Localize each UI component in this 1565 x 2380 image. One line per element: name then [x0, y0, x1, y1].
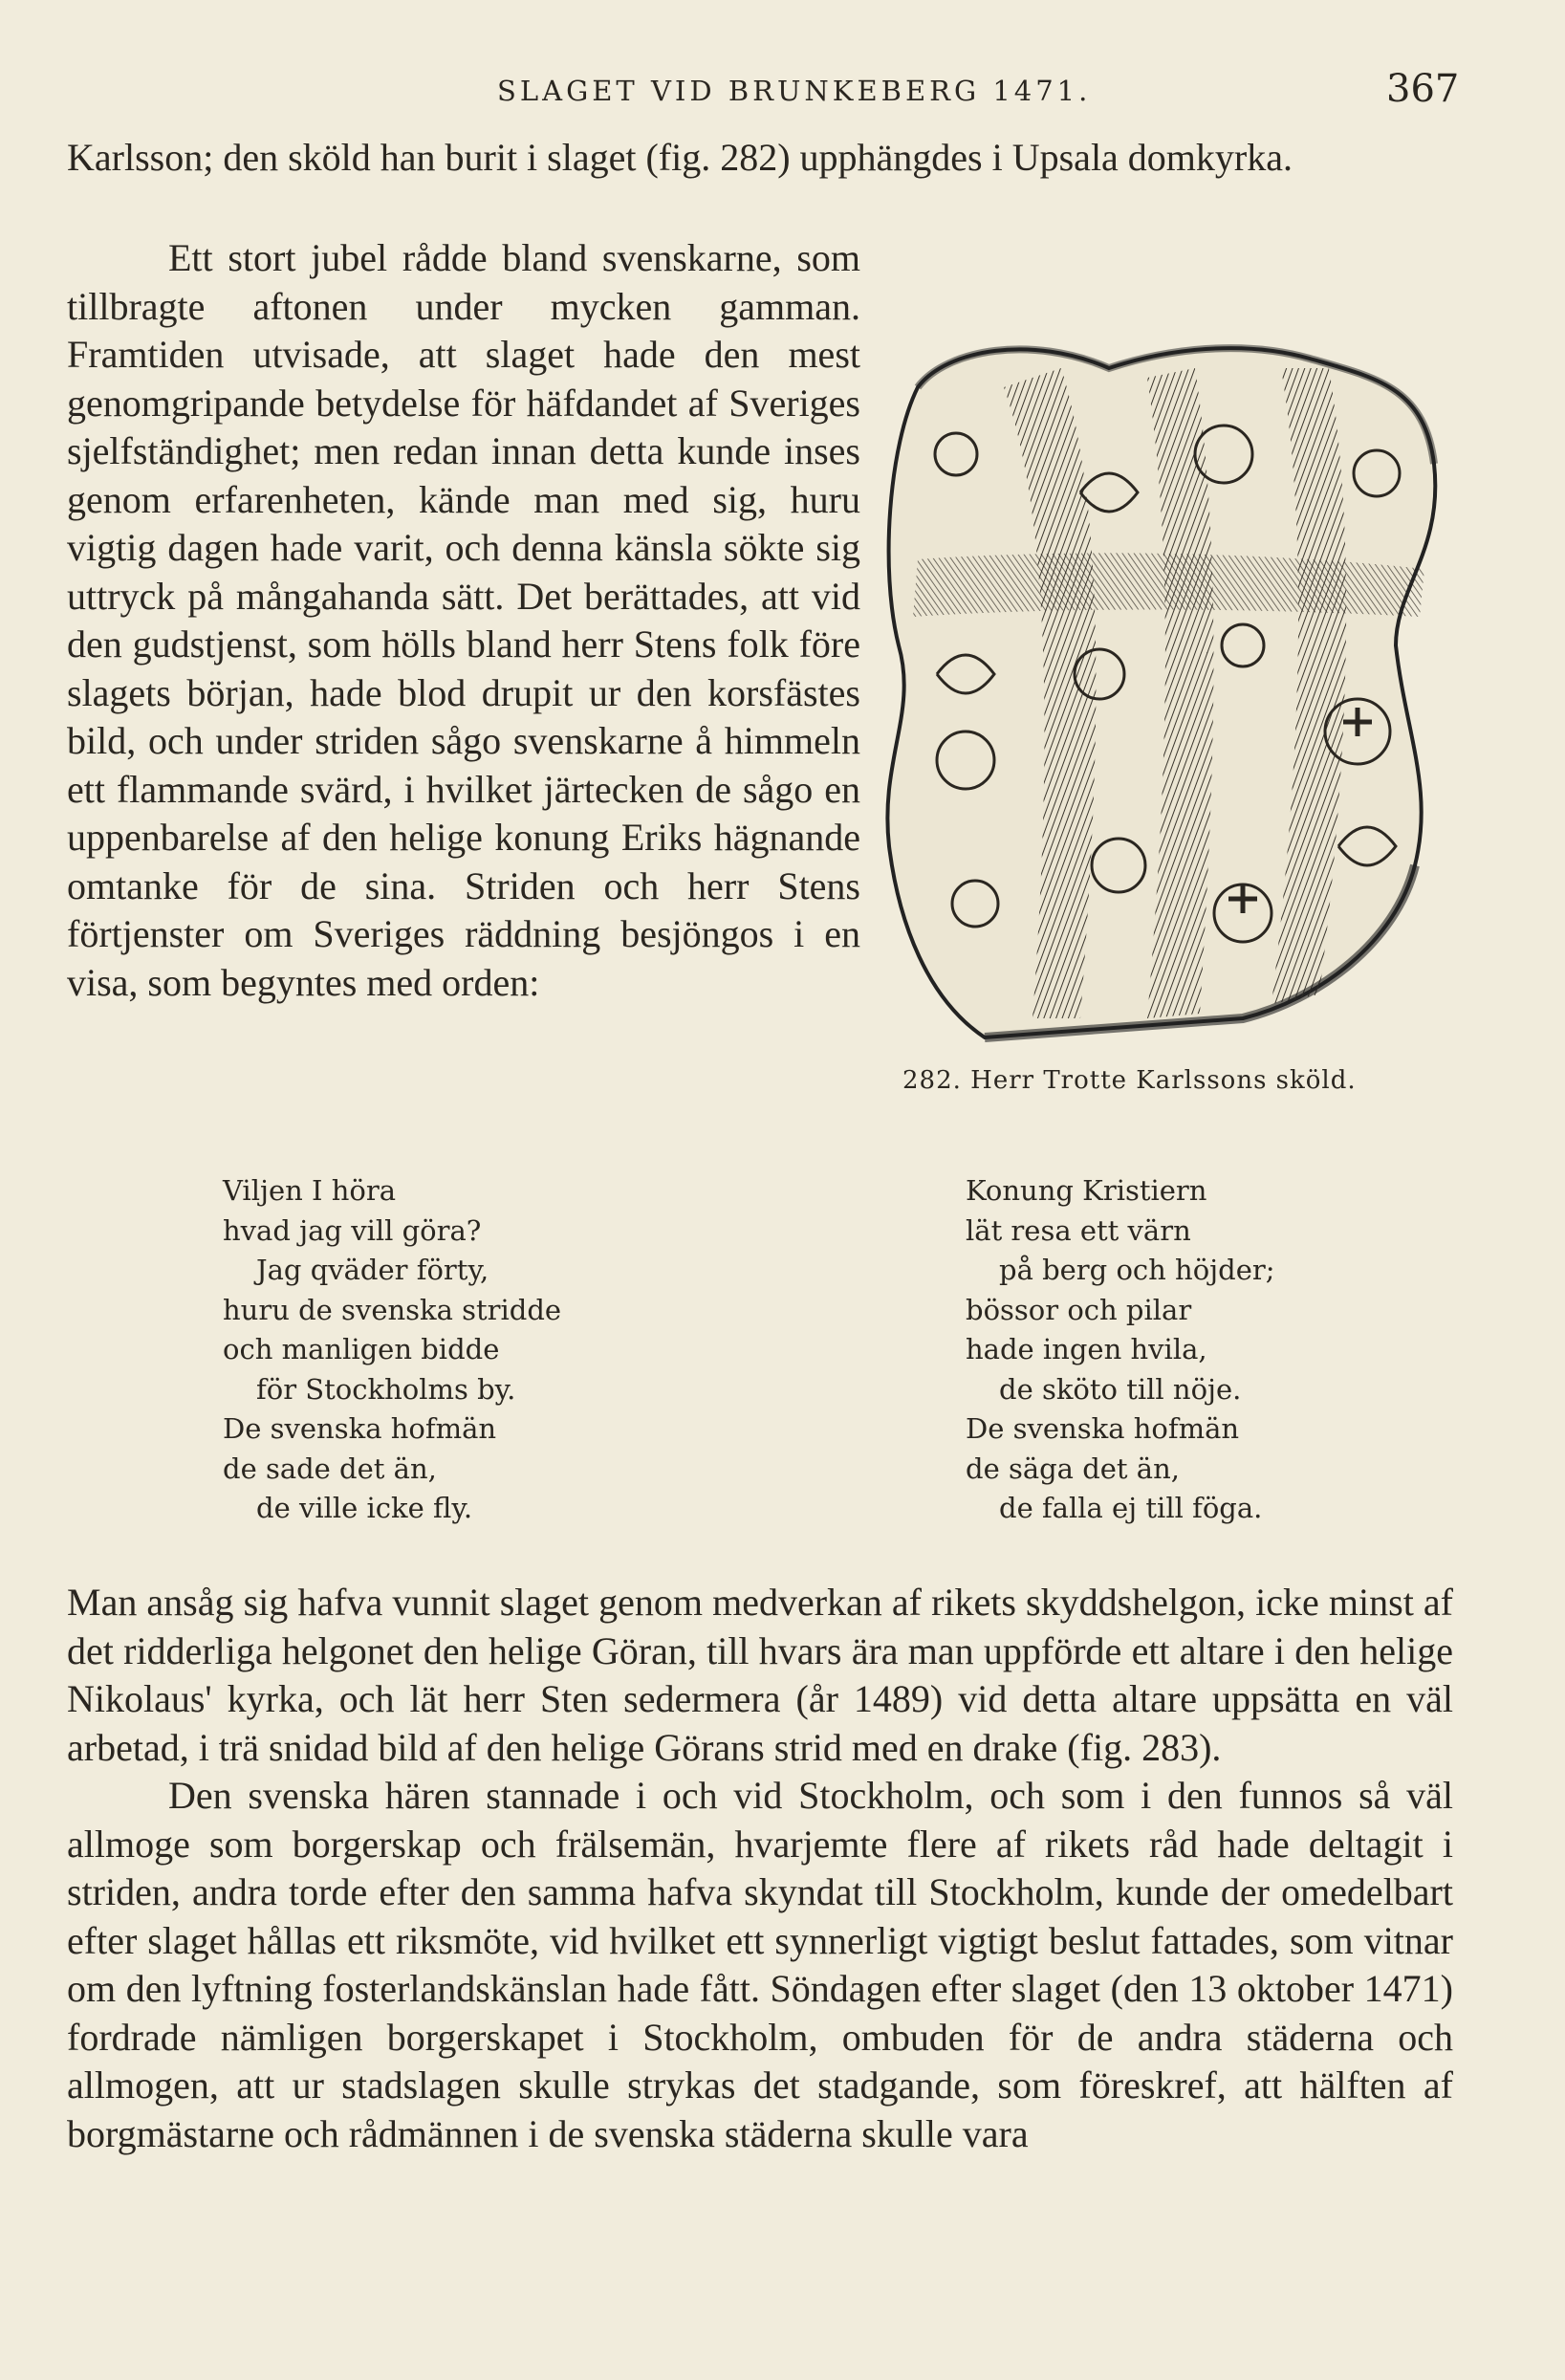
page-number: 367	[1386, 67, 1460, 111]
poem-line: för Stockholms by.	[256, 1372, 516, 1406]
paragraphs-lower	[67, 1579, 1453, 2158]
running-title: SLAGET VID BRUNKEBERG 1471.	[497, 75, 1092, 107]
poem-line: de säga det än,	[966, 1452, 1180, 1485]
paragraph-1: Karlsson; den sköld han burit i slaget (fig. 282) upphängdes i Upsala domkyrka.	[67, 136, 1293, 179]
poem-line: De svenska hofmän	[223, 1412, 497, 1445]
poem-line: på berg och höjder;	[999, 1254, 1275, 1286]
poem-line: de sade det än,	[223, 1452, 437, 1485]
paragraph-4: Den svenska hären stannade i och vid Stockholm, och som i den funnos så väl allmoge som borgerskap och frälsemän, hvarjemte flere af rikets råd hade deltagit i striden, andra torde efter den samma hafva skyndat till Stockholm, kunde der omedelbart efter slaget hållas ett riksmöte, vid hvilket ett synnerligt vigtigt beslut fattades, som vitnar om den lyftning fosterlandskänslan hade fått. Söndagen efter slaget (den 13 oktober 1471) fordrade nämligen borgerskapet i Stockholm, ombuden för de andra städerna och allmogen, att ur stadslagen skulle strykas det stadgande, som föreskref, att hälften af borgmästarne och rådmännen i de svenska städerna skulle vara	[67, 1774, 1453, 2155]
poem-line: De svenska hofmän	[966, 1412, 1240, 1445]
poem-line: de sköto till nöje.	[999, 1372, 1242, 1406]
poem-line: hvad jag vill göra?	[223, 1213, 482, 1247]
page-header	[0, 67, 1565, 124]
poem-line: Konung Kristiern	[966, 1174, 1207, 1207]
paragraph-2: Ett stort jubel rådde bland svenskarne, som tillbragte aftonen under mycken gamman. Framtiden utvisade, att slaget hade den mest genomgripande betydelse för häfdandet af Sveriges sjelfständighet; men redan innan detta kunde inses genom erfarenheten, kände man med sig, huru vigtig dagen hade varit, och denna känsla sökte sig uttryck på mångahanda sätt. Det berättades, att vid den gudstjenst, som hölls bland herr Stens folk före slagets början, hade blod drupit ur den korsfästes bild, och under striden sågo svenskarne å himmeln ett flammande svärd, i hvilket järtecken de sågo en uppenbarelse af den helige konung Eriks hägnande omtanke för de sina. Striden och herr Stens förtjenster om Sveriges räddning besjöngos i en visa, som begyntes med orden:	[67, 236, 860, 1004]
poem-line: huru de svenska stridde	[223, 1293, 562, 1326]
poem-line: bössor och pilar	[966, 1293, 1192, 1326]
poem-line: och manligen bidde	[223, 1333, 500, 1365]
poem-line: hade ingen hvila,	[966, 1333, 1207, 1365]
figure-caption: 282. Herr Trotte Karlssons sköld.	[902, 1066, 1357, 1095]
poem-line: Viljen I höra	[223, 1174, 396, 1207]
poem-line: Jag qväder förty,	[256, 1254, 489, 1286]
paragraph-3: Man ansåg sig hafva vunnit slaget genom medverkan af rikets skyddshelgon, icke minst af det ridderliga helgonet den helige Göran, till hvars ära man uppförde ett altare i den helige Nikolaus' kyrka, och lät herr Sten sedermera (år 1489) vid detta altare uppsätta en väl arbetad, i trä snidad bild af den helige Görans strid med en drake (fig. 283).	[67, 1581, 1453, 1769]
poem-line: lät resa ett värn	[966, 1213, 1191, 1247]
shield-illustration-icon	[860, 330, 1453, 1066]
poem-line: de ville icke fly.	[256, 1492, 473, 1524]
poem-left-column	[223, 1171, 561, 1529]
poem-line: de falla ej till föga.	[999, 1492, 1263, 1524]
poem-right-column	[966, 1171, 1275, 1529]
